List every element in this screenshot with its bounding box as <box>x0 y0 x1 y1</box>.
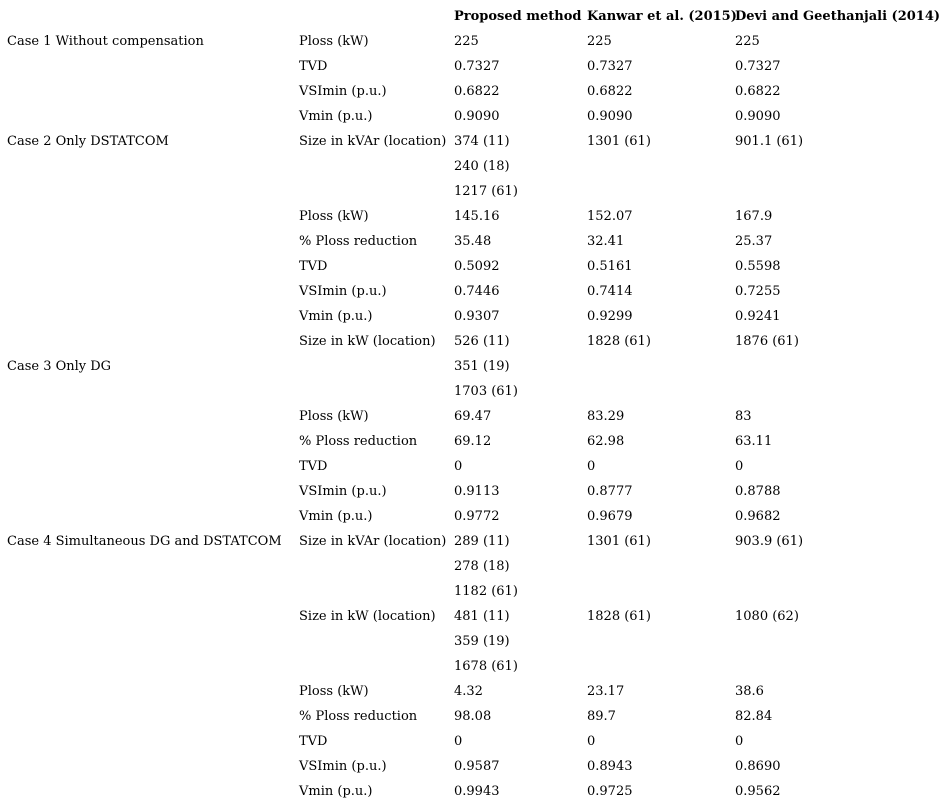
case-label: Case 2 Only DSTATCOM <box>7 134 169 149</box>
devi-value: 0 <box>735 459 744 474</box>
devi-value: 1876 (61) <box>735 334 799 349</box>
parameter-label: Ploss (kW) <box>299 34 369 49</box>
proposed-method-value: 289 (11) <box>454 534 510 549</box>
devi-value: 0.8690 <box>735 759 781 774</box>
devi-value: 901.1 (61) <box>735 134 804 149</box>
proposed-method-value: 0.5092 <box>454 259 500 274</box>
devi-value: 903.9 (61) <box>735 534 804 549</box>
parameter-label: Size in kVAr (location) <box>299 134 447 149</box>
kanwar-value: 1301 (61) <box>587 134 651 149</box>
proposed-method-value: 240 (18) <box>454 159 510 174</box>
table-row <box>0 354 941 379</box>
proposed-method-value: 69.47 <box>454 409 492 424</box>
devi-value: 0.5598 <box>735 259 781 274</box>
case-label: Case 4 Simultaneous DG and DSTATCOM <box>7 534 282 549</box>
table-row <box>0 554 941 579</box>
table-row <box>0 154 941 179</box>
case-label: Case 1 Without compensation <box>7 34 204 49</box>
table-row <box>0 329 941 354</box>
devi-value: 0.6822 <box>735 84 781 99</box>
kanwar-value: 83.29 <box>587 409 625 424</box>
kanwar-value: 23.17 <box>587 684 625 699</box>
parameter-label: TVD <box>299 459 328 474</box>
proposed-method-value: 0.7327 <box>454 59 500 74</box>
parameter-label: % Ploss reduction <box>299 234 418 249</box>
proposed-method-value: 69.12 <box>454 434 492 449</box>
kanwar-value: 0.8777 <box>587 484 633 499</box>
kanwar-value: 0.5161 <box>587 259 633 274</box>
proposed-method-value: 0.7446 <box>454 284 500 299</box>
parameter-label: Vmin (p.u.) <box>299 509 373 524</box>
parameter-label: Size in kW (location) <box>299 609 436 624</box>
parameter-label: VSImin (p.u.) <box>299 84 387 99</box>
parameter-label: % Ploss reduction <box>299 434 418 449</box>
kanwar-value: 0.6822 <box>587 84 633 99</box>
kanwar-value: 0 <box>587 459 596 474</box>
devi-value: 167.9 <box>735 209 773 224</box>
devi-value: 0.9682 <box>735 509 781 524</box>
devi-value: 63.11 <box>735 434 773 449</box>
kanwar-value: 32.41 <box>587 234 625 249</box>
proposed-method-value: 35.48 <box>454 234 492 249</box>
parameter-label: Vmin (p.u.) <box>299 309 373 324</box>
table-row <box>0 604 941 629</box>
parameter-label: Ploss (kW) <box>299 684 369 699</box>
kanwar-value: 152.07 <box>587 209 633 224</box>
parameter-label: Vmin (p.u.) <box>299 784 373 799</box>
proposed-method-value: 145.16 <box>454 209 500 224</box>
proposed-method-value: 0.9943 <box>454 784 500 799</box>
table-row <box>0 729 941 754</box>
table-row <box>0 279 941 304</box>
proposed-method-value: 1217 (61) <box>454 184 518 199</box>
devi-value: 38.6 <box>735 684 764 699</box>
devi-value: 225 <box>735 34 760 49</box>
proposed-method-value: 0.6822 <box>454 84 500 99</box>
kanwar-value: 0.9679 <box>587 509 633 524</box>
header-proposed-method: Proposed method <box>454 9 582 24</box>
table-row <box>0 779 941 804</box>
table-row <box>0 679 941 704</box>
kanwar-value: 1828 (61) <box>587 609 651 624</box>
proposed-method-value: 225 <box>454 34 479 49</box>
proposed-method-value: 4.32 <box>454 684 483 699</box>
devi-value: 0.9562 <box>735 784 781 799</box>
kanwar-value: 0.9299 <box>587 309 633 324</box>
proposed-method-value: 278 (18) <box>454 559 510 574</box>
proposed-method-value: 1703 (61) <box>454 384 518 399</box>
kanwar-value: 0.7327 <box>587 59 633 74</box>
table-row <box>0 79 941 104</box>
kanwar-value: 0.8943 <box>587 759 633 774</box>
parameter-label: TVD <box>299 59 328 74</box>
header-row <box>0 4 941 29</box>
table-row <box>0 379 941 404</box>
kanwar-value: 1828 (61) <box>587 334 651 349</box>
devi-value: 25.37 <box>735 234 773 249</box>
devi-value: 1080 (62) <box>735 609 799 624</box>
table-row <box>0 579 941 604</box>
table-row <box>0 204 941 229</box>
parameter-label: VSImin (p.u.) <box>299 484 387 499</box>
proposed-method-value: 0.9307 <box>454 309 500 324</box>
table-row <box>0 304 941 329</box>
devi-value: 0.7255 <box>735 284 781 299</box>
table-row <box>0 654 941 679</box>
parameter-label: Vmin (p.u.) <box>299 109 373 124</box>
kanwar-value: 0.9090 <box>587 109 633 124</box>
header-devi: Devi and Geethanjali (2014) <box>735 9 941 24</box>
table-row <box>0 179 941 204</box>
proposed-method-value: 526 (11) <box>454 334 510 349</box>
proposed-method-value: 374 (11) <box>454 134 510 149</box>
proposed-method-value: 359 (19) <box>454 634 510 649</box>
proposed-method-value: 0.9090 <box>454 109 500 124</box>
proposed-method-value: 0.9587 <box>454 759 500 774</box>
table-row <box>0 104 941 129</box>
parameter-label: TVD <box>299 734 328 749</box>
proposed-method-value: 0 <box>454 459 463 474</box>
devi-value: 82.84 <box>735 709 773 724</box>
proposed-method-value: 1678 (61) <box>454 659 518 674</box>
table-row <box>0 454 941 479</box>
table-row <box>0 254 941 279</box>
kanwar-value: 0 <box>587 734 596 749</box>
devi-value: 0.8788 <box>735 484 781 499</box>
case-label: Case 3 Only DG <box>7 359 112 374</box>
table-row <box>0 629 941 654</box>
proposed-method-value: 481 (11) <box>454 609 510 624</box>
table-row <box>0 229 941 254</box>
parameter-label: VSImin (p.u.) <box>299 759 387 774</box>
kanwar-value: 0.7414 <box>587 284 633 299</box>
proposed-method-value: 0.9113 <box>454 484 500 499</box>
devi-value: 0.9090 <box>735 109 781 124</box>
proposed-method-value: 0.9772 <box>454 509 500 524</box>
parameter-label: VSImin (p.u.) <box>299 284 387 299</box>
proposed-method-value: 351 (19) <box>454 359 510 374</box>
table-row <box>0 704 941 729</box>
parameter-label: TVD <box>299 259 328 274</box>
proposed-method-value: 98.08 <box>454 709 492 724</box>
devi-value: 0.9241 <box>735 309 781 324</box>
table-row <box>0 404 941 429</box>
devi-value: 0 <box>735 734 744 749</box>
parameter-label: Size in kW (location) <box>299 334 436 349</box>
proposed-method-value: 0 <box>454 734 463 749</box>
table-row <box>0 479 941 504</box>
kanwar-value: 0.9725 <box>587 784 633 799</box>
parameter-label: Size in kVAr (location) <box>299 534 447 549</box>
kanwar-value: 89.7 <box>587 709 616 724</box>
proposed-method-value: 1182 (61) <box>454 584 518 599</box>
table-row <box>0 54 941 79</box>
devi-value: 0.7327 <box>735 59 781 74</box>
header-kanwar: Kanwar et al. (2015) <box>587 9 737 24</box>
table-row <box>0 754 941 779</box>
parameter-label: % Ploss reduction <box>299 709 418 724</box>
table-row <box>0 129 941 154</box>
kanwar-value: 225 <box>587 34 612 49</box>
parameter-label: Ploss (kW) <box>299 209 369 224</box>
table-row <box>0 29 941 54</box>
kanwar-value: 1301 (61) <box>587 534 651 549</box>
kanwar-value: 62.98 <box>587 434 625 449</box>
table-row <box>0 529 941 554</box>
table-row <box>0 429 941 454</box>
table-row <box>0 504 941 529</box>
devi-value: 83 <box>735 409 752 424</box>
parameter-label: Ploss (kW) <box>299 409 369 424</box>
